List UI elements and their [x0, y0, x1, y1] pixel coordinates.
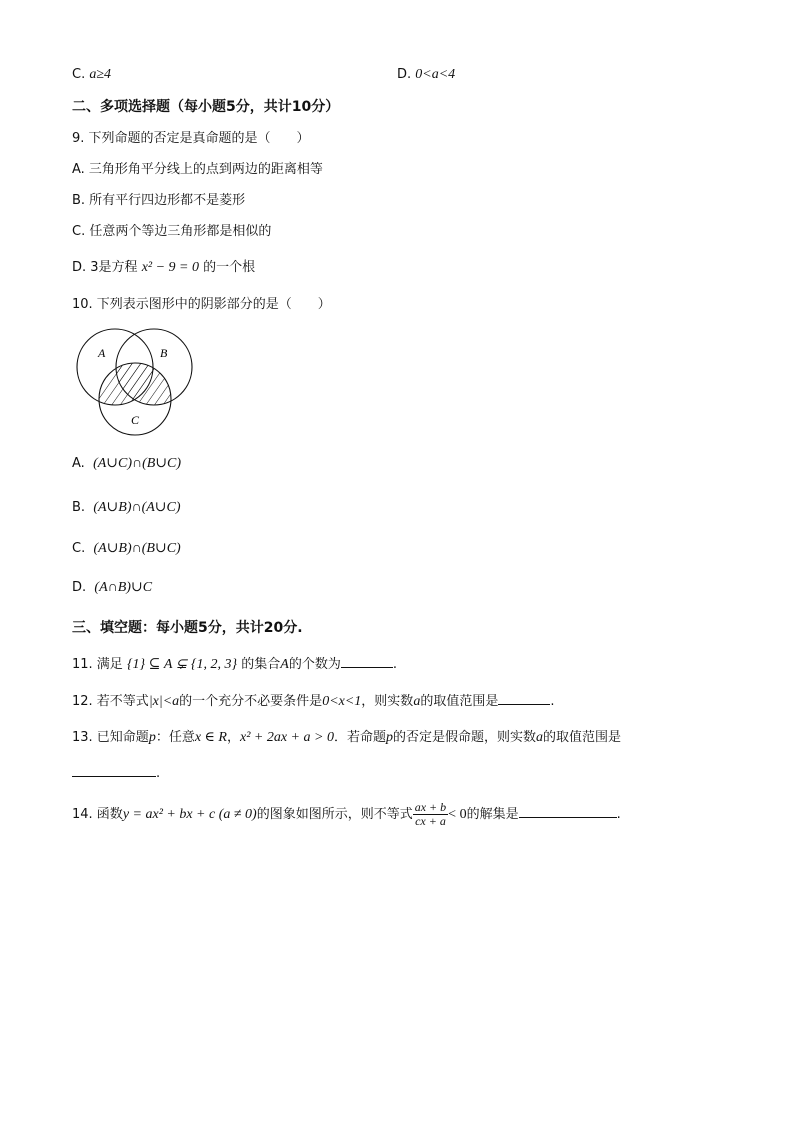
- q14-mid: 的图象如图所示，则不等式: [256, 807, 413, 822]
- q11-answer-blank[interactable]: [341, 655, 393, 668]
- section2-title: 二、多项选择题（每小题5分，共计10分）: [72, 99, 340, 115]
- q9-stem: 9. 下列命题的否定是真命题的是（ ）: [72, 131, 310, 146]
- q9-option-c: C. 任意两个等边三角形都是相似的: [72, 224, 272, 239]
- q10-option-d: [72, 579, 152, 597]
- q10-c-label: C.: [72, 541, 86, 556]
- q12-math2: 0<x<1: [322, 694, 362, 709]
- q10-c-math: (A∪B)∩(B∪C): [93, 541, 181, 556]
- q13-suffix: 的取值范围是: [542, 730, 621, 745]
- q14-end: .: [616, 807, 621, 822]
- q9-option-a: A. 三角形角平分线上的点到两边的距离相等: [72, 162, 323, 177]
- shaded-region: [77, 329, 192, 405]
- q13-p2: p: [385, 730, 393, 745]
- q12-prefix: 12. 若不等式: [72, 694, 149, 709]
- q11-prefix: 11. 满足: [72, 657, 123, 672]
- q13-comma: ，: [226, 730, 240, 745]
- q9-option-b: B. 所有平行四边形都不是菱形: [72, 193, 246, 208]
- q14-frac-num: ax + b: [414, 800, 447, 814]
- q9-d-suffix: 的一个根: [203, 260, 256, 275]
- q13: [72, 729, 621, 747]
- q10-stem: 10. 下列表示图形中的阴影部分的是（ ）: [72, 297, 331, 312]
- q14-frac-den: cx + a: [415, 814, 446, 828]
- option-c-label: C.: [72, 67, 90, 82]
- q13-prefix: 13. 已知命题: [72, 730, 149, 745]
- q10-d-label: D.: [72, 580, 87, 595]
- q9-d-prefix: D. 3是方程: [72, 260, 138, 275]
- q14-fraction: [413, 801, 448, 828]
- q13-mid2: ．若命题: [333, 730, 386, 745]
- venn-label-c: C: [131, 413, 140, 427]
- q14-prefix: 14. 函数: [72, 807, 123, 822]
- q13-math1: x ∈ R: [194, 730, 227, 745]
- q13-mid3: 的否定是假命题，则实数: [392, 730, 536, 745]
- q13-mid1: ：任意: [155, 730, 195, 745]
- q10-d-math: (A∩B)∪C: [94, 580, 153, 595]
- venn-label-b: B: [160, 346, 168, 360]
- q12-end: .: [550, 694, 555, 709]
- q10-b-math: (A∪B)∩(A∪C): [93, 500, 181, 515]
- q11: [72, 655, 397, 674]
- q13-var: a: [535, 730, 543, 745]
- option-c-math: a≥4: [89, 67, 112, 82]
- q11-suffix: 的集合: [241, 657, 281, 672]
- q13-line2: [72, 764, 160, 783]
- option-d-math: 0<a<4: [415, 67, 456, 82]
- q14-suffix: 的解集是: [466, 807, 519, 822]
- q13-p: p: [148, 730, 156, 745]
- q12-suffix: 的取值范围是: [420, 694, 499, 709]
- q12-math1: |x|<a: [148, 694, 180, 709]
- q12: [72, 692, 554, 711]
- option-c-prev: [72, 66, 111, 84]
- q10-option-b: [72, 499, 181, 517]
- q9-option-d: [72, 259, 255, 277]
- q10-option-a: [72, 455, 181, 473]
- q10-a-label: A.: [72, 456, 85, 471]
- q13-answer-blank[interactable]: [72, 764, 156, 777]
- q14: [72, 800, 621, 830]
- q10-b-label: B.: [72, 500, 86, 515]
- option-d-prev: [397, 66, 455, 84]
- q11-math: {1} ⊆ A ⊊ {1, 2, 3}: [126, 657, 238, 672]
- venn-diagram: [72, 327, 198, 439]
- venn-label-a: A: [98, 346, 106, 360]
- q11-end: .: [392, 657, 397, 672]
- q12-mid: 的一个充分不必要条件是: [179, 694, 323, 709]
- q14-answer-blank[interactable]: [519, 805, 617, 818]
- q14-lt0: < 0: [448, 807, 467, 822]
- option-d-label: D.: [397, 67, 416, 82]
- q11-suffix2: 的个数为: [288, 657, 341, 672]
- q12-var: a: [413, 694, 421, 709]
- q10-a-math: (A∪C)∩(B∪C): [93, 456, 182, 471]
- q10-option-c: [72, 540, 181, 558]
- q9-d-equation: x² − 9 = 0: [141, 260, 199, 275]
- q12-answer-blank[interactable]: [498, 692, 550, 705]
- q12-mid2: ，则实数: [361, 694, 414, 709]
- q11-var: A: [280, 657, 289, 672]
- q13-math2: x² + 2ax + a > 0: [239, 730, 334, 745]
- q14-math1: y = ax² + bx + c (a ≠ 0): [122, 807, 257, 822]
- q13-end: .: [156, 766, 161, 781]
- section3-title: 三、填空题：每小题5分，共计20分.: [72, 620, 303, 636]
